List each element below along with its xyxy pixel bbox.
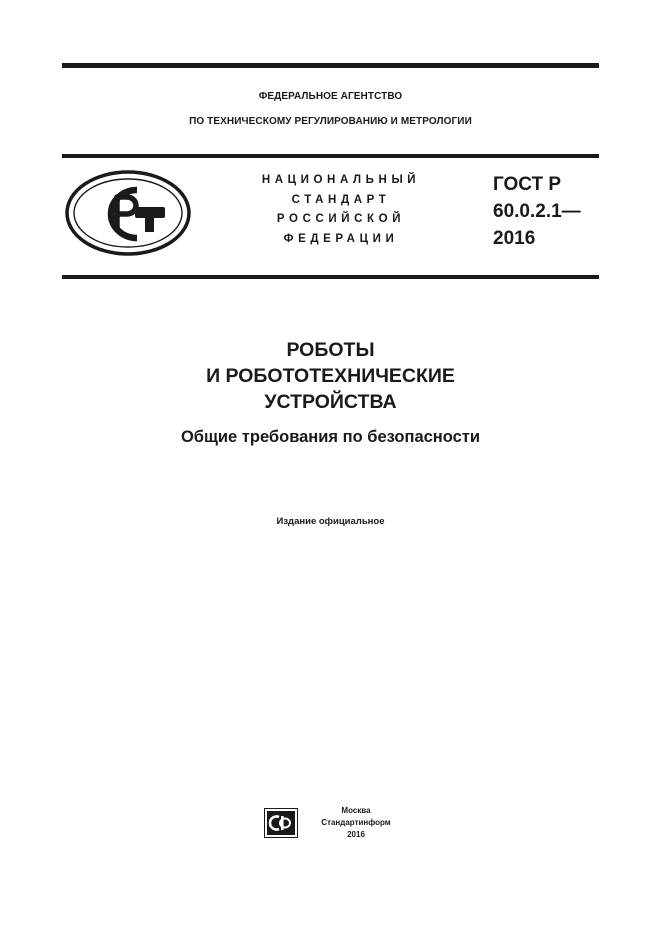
standartinform-logo-icon [264,808,298,838]
document-title-line1: РОБОТЫ [286,339,375,361]
designation-line1: ГОСТ Р [493,174,562,195]
publication-year: 2016 [347,830,365,839]
middle-rule [62,154,599,158]
document-title-line2: И РОБОТОТЕХНИЧЕСКИЕ [206,365,455,387]
standard-type-line2: СТАНДАРТ [291,194,391,206]
designation-line3: 2016 [493,228,536,249]
designation-line2: 60.0.2.1— [493,201,581,222]
publisher-name: Стандартинформ [321,818,391,827]
rst-certification-mark-icon [65,170,191,256]
standard-type-line3: РОССИЙСКОЙ [276,213,406,225]
publisher-city: Москва [341,806,371,815]
agency-name-line2: ПО ТЕХНИЧЕСКОМУ РЕГУЛИРОВАНИЮ И МЕТРОЛОГИИ [189,116,472,127]
top-rule [62,63,599,68]
bottom-rule [62,275,599,279]
standard-type-line4: ФЕДЕРАЦИИ [283,233,399,245]
document-title-line3: УСТРОЙСТВА [264,391,397,413]
standard-type-line1: НАЦИОНАЛЬНЫЙ [261,174,421,186]
document-subtitle: Общие требования по безопасности [180,428,481,446]
agency-name-line1: ФЕДЕРАЛЬНОЕ АГЕНТСТВО [258,91,403,102]
edition-note: Издание официальное [276,516,385,527]
